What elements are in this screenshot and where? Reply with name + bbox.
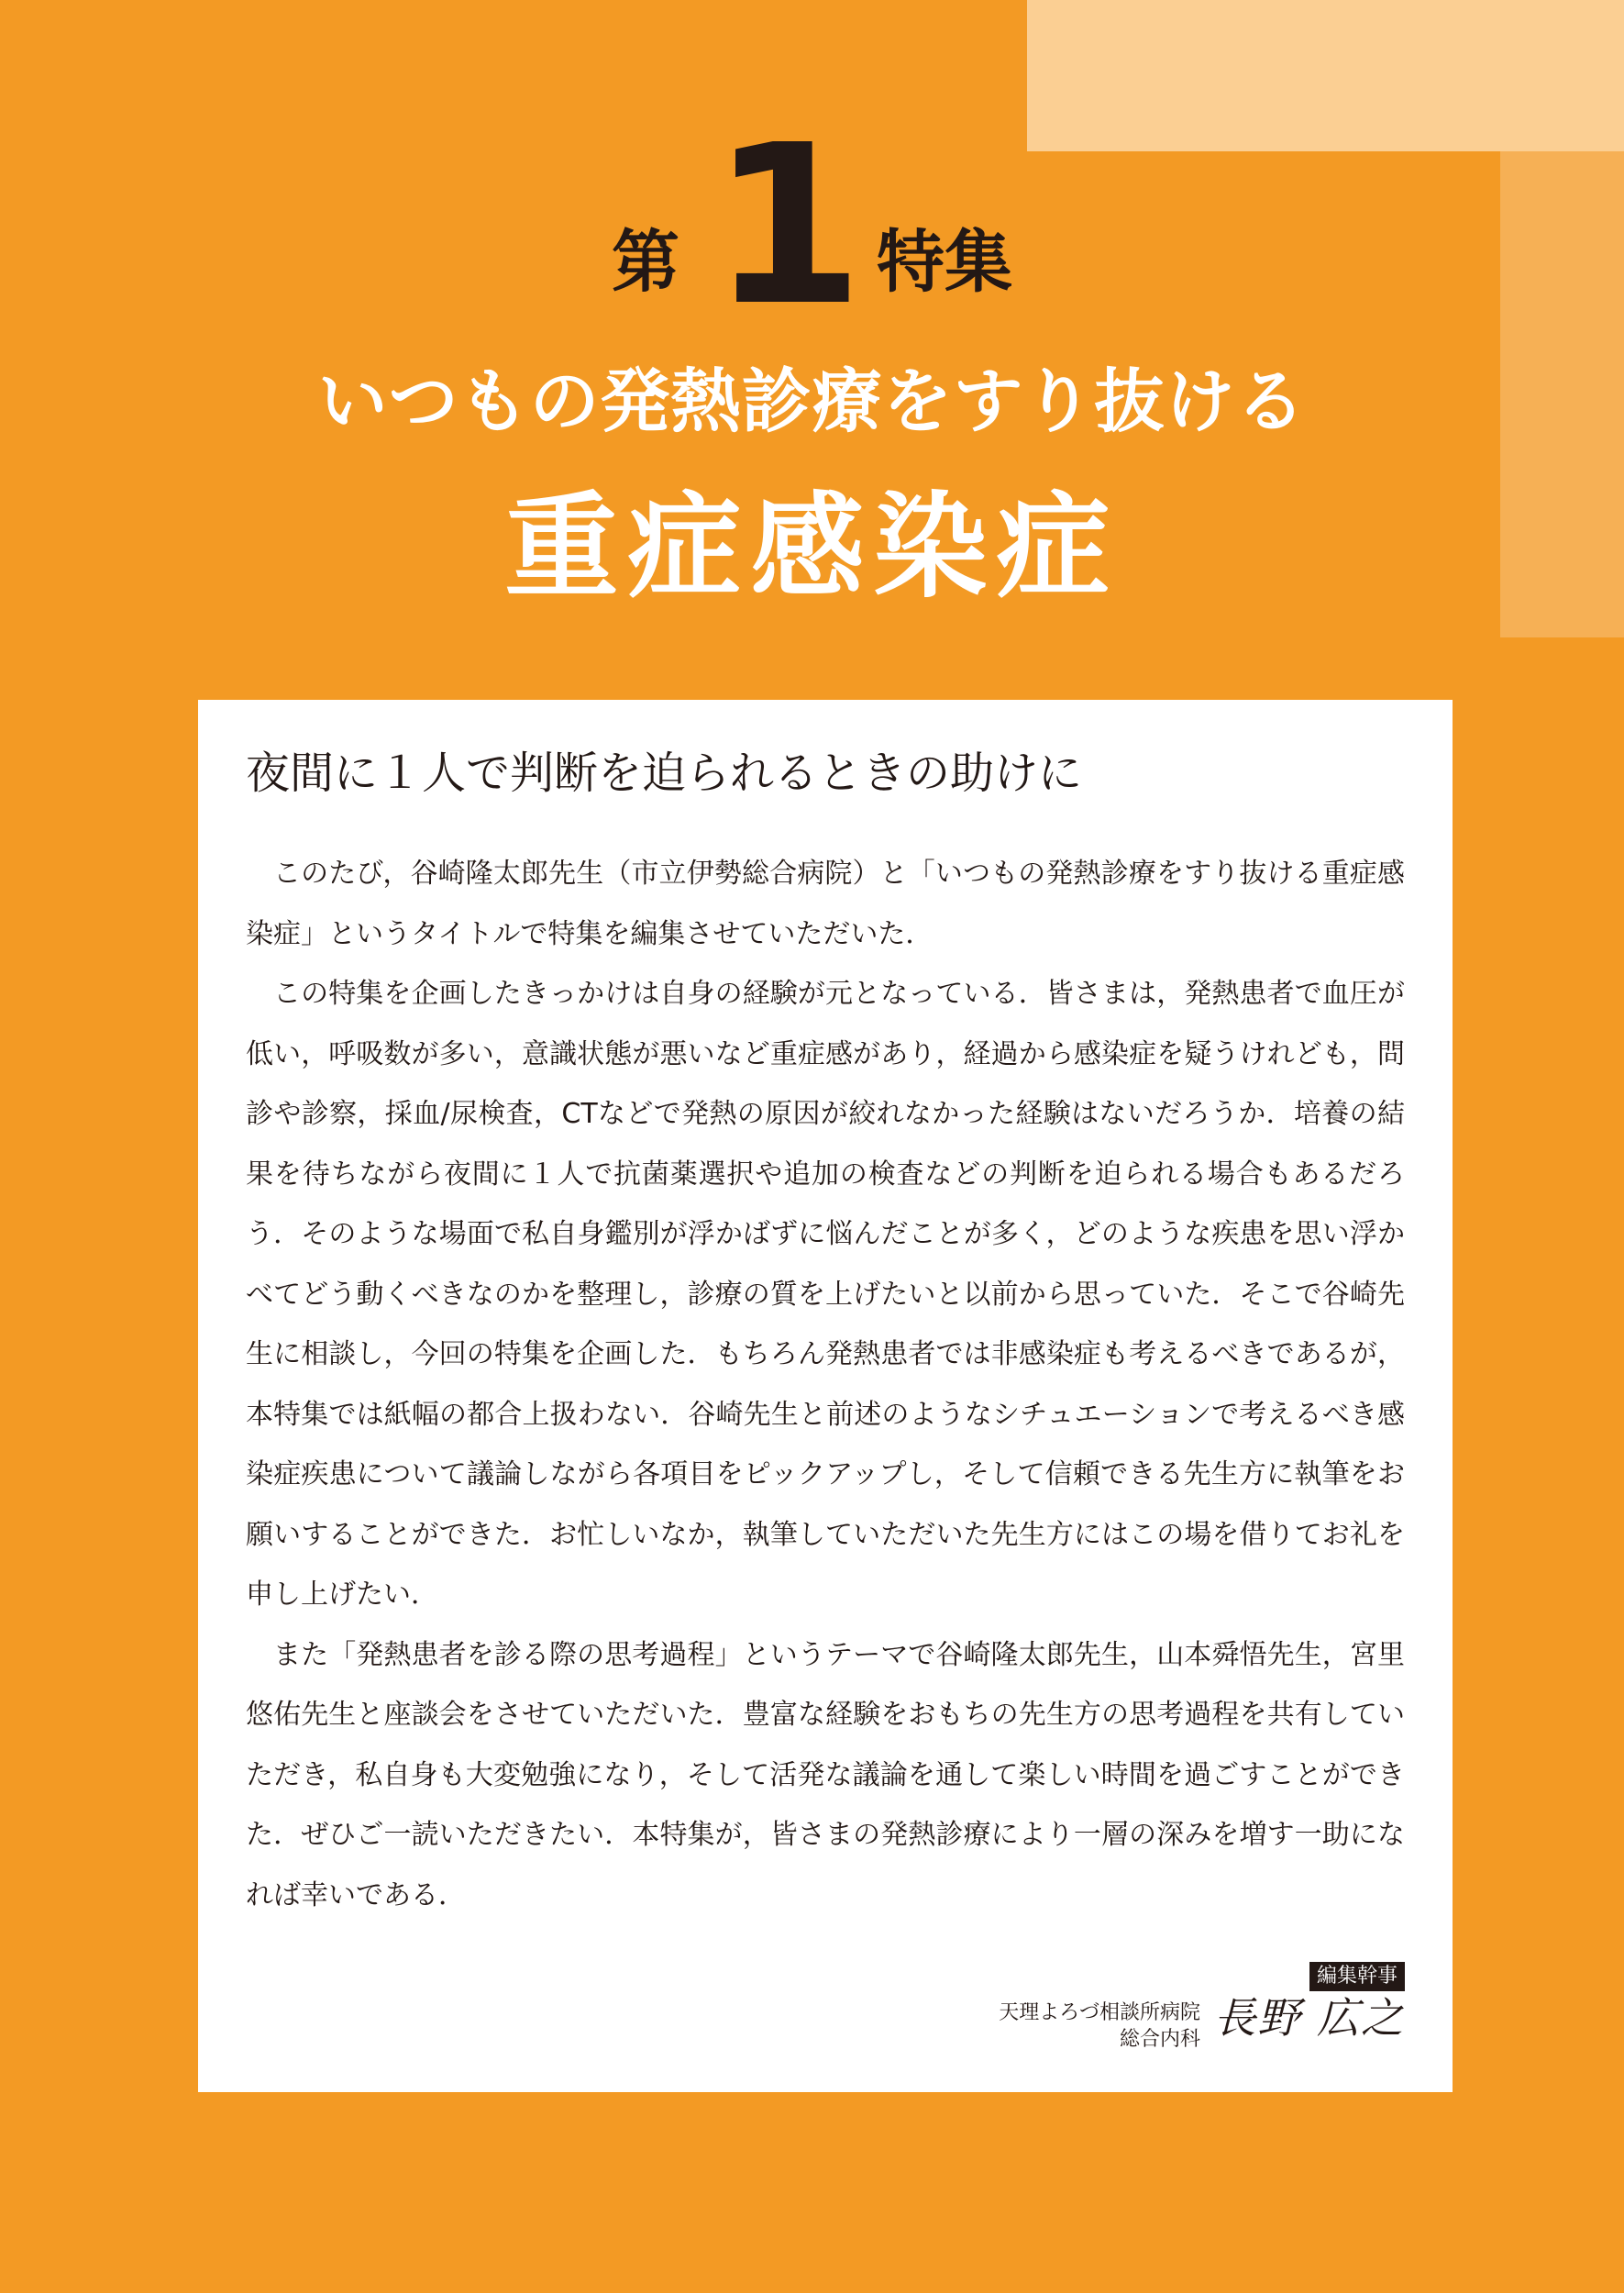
feature-prefix: 第 [612, 223, 679, 302]
feature-subtitle: いつもの発熱診療をすり抜ける [317, 360, 1307, 442]
editor-role-badge: 編集幹事 [1309, 1962, 1405, 1991]
affiliation-department: 総合内科 [1119, 2027, 1200, 2051]
body-paragraph: このたび，谷崎隆太郎先生（市立伊勢総合病院）と「いつもの発熱診療をすり抜ける重症感染症」というタイトルで特集を編集させていただいた． [246, 858, 1405, 950]
feature-number: 1 [711, 97, 858, 355]
affiliation-hospital: 天理よろづ相談所病院 [999, 2001, 1200, 2024]
editorial-panel [198, 700, 1453, 2092]
editor-affiliation [999, 2000, 1200, 2053]
body-paragraph: この特集を企画したきっかけは自身の経験が元となっている．皆さまは，発熱患者で血圧が低い，呼吸数が多い，意識状態が悪いなど重症感があり，経過から感染症を疑うけれども，問診や診察，採血/尿検査，CTなどで発熱の原因が絞れなかった経験はないだろうか．培養の結果を待ちながら夜間に１人で抗菌薬選択や追加の検査などの判断を迫られる場合もあるだろう．そのような場面で私自身鑑別が浮かばずに悩んだことが多く，どのような疾患を思い浮かべてどう動くべきなのかを整理し，診療の質を上げたいと以前から思っていた．そこで谷崎先生に相談し，今回の特集を企画した．もちろん発熱患者では非感染症も考えるべきであるが，本特集では紙幅の都合上扱わない．谷崎先生と前述のようなシチュエーションで考えるべき感染症疾患について議論しながら各項目をピックアップし，そして信頼できる先生方に執筆をお願いすることができた．お忙しいなか，執筆していただいた先生方にはこの場を借りてお礼を申し上げたい． [246, 978, 1405, 1611]
panel-heading: 夜間に１人で判断を迫られるときの助けに [246, 748, 1083, 799]
editor-name: 長野 広之 [1213, 1993, 1405, 2043]
feature-suffix: 特集 [877, 223, 1012, 302]
feature-number-heading [0, 87, 1624, 355]
editorial-body [246, 844, 1405, 1925]
feature-title: 重症感染症 [504, 482, 1120, 614]
body-paragraph: また「発熱患者を診る際の思考過程」というテーマで谷崎隆太郎先生，山本舜悟先生，宮里悠佑先生と座談会をさせていただいた．豊富な経験をおもちの先生方の思考過程を共有していただき，私自身も大変勉強になり，そして活発な議論を通して楽しい時間を過ごすことができた．ぜひご一読いただきたい．本特集が，皆さまの発熱診療により一層の深みを増す一助になれば幸いである． [246, 1638, 1405, 1911]
